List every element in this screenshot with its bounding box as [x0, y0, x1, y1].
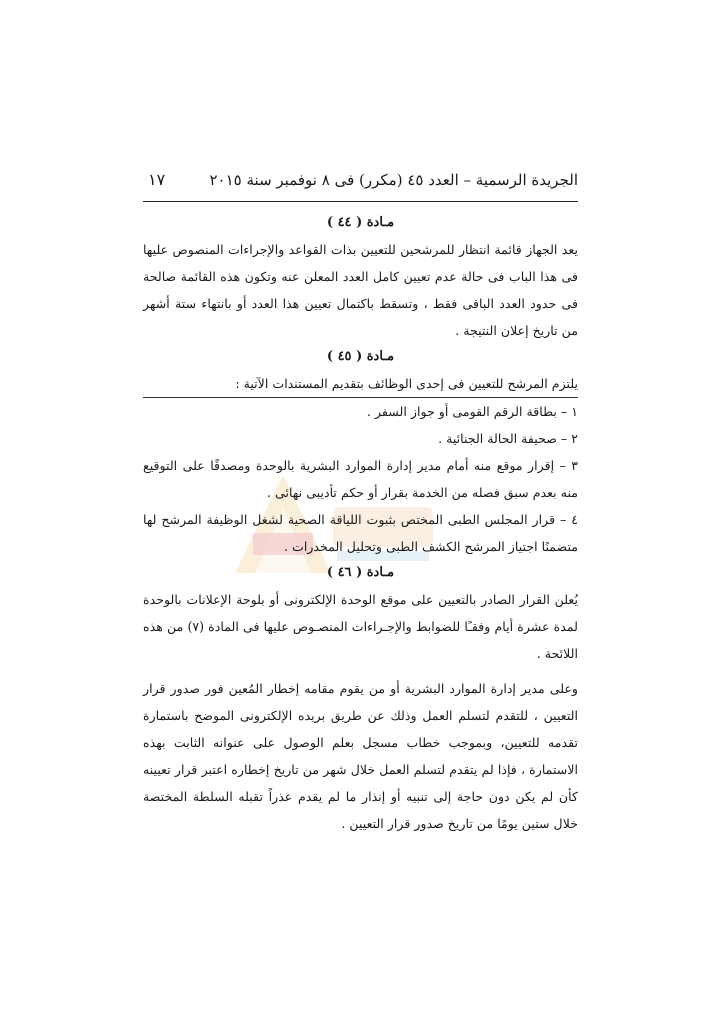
header-rule [143, 201, 578, 202]
list-item: ٢ – صحيفة الحالة الجنائية . [438, 431, 578, 446]
list-item: ١ – بطاقة الرقم القومى أو جواز السفر . [366, 404, 578, 419]
gazette-title: الجريدة الرسمية – العدد ٤٥ (مكرر) فى ٨ نوفمبر سنة ٢٠١٥ [209, 171, 578, 189]
list-item: ٣ – إقرار موقع منه أمام مدير إدارة الموارد البشرية بالوحدة ومصدقًا على التوقيع منه بعدم سبق فصله من الخدمة بقرار أو حكم تأديبى نهائى . [143, 458, 578, 500]
document-body [143, 210, 578, 837]
article-paragraph: يعد الجهاز قائمة انتظار للمرشحين للتعيين بذات القواعد والإجراءات المنصوص عليها فى هذا الباب فى حالة عدم تعيين كامل العدد المعلن عنه وتكون هذه القائمة صالحة فى حدود العدد الباقى فقط ، وتسقط باكتمال تعيين هذا العدد أو بانتهاء ستة أشهر من تاريخ إعلان النتيجة . [143, 242, 578, 338]
page-header [148, 170, 578, 189]
article-title: مـادة ( ٤٤ ) [326, 215, 395, 230]
article-intro: يلتزم المرشح للتعيين فى إحدى الوظائف بتقديم المستندات الآتية : [143, 371, 578, 398]
article-44 [143, 210, 578, 344]
article-title: مـادة ( ٤٥ ) [326, 349, 395, 364]
article-paragraph: وعلى مدير إدارة الموارد البشرية أو من يقوم مقامه إخطار المُعين فور صدور قرار التعيين ، للتقدم لتسلم العمل وذلك عن طريق بريده الإلكترونى الموضح باستمارة تقدمه للتعيين، وبموجب خطاب مسجل بعلم الوصول على عنوانه الثابت بهذه الاستمارة ، فإذا لم يتقدم لتسلم العمل خلال شهر من تاريخ إخطاره اعتبر قرار تعيينه كأن لم يكن دون حاجة إلى تنبيه أو إنذار ما لم يقدم عذراً تقبله السلطة المختصة خلال ستين يومًا من تاريخ صدور قرار التعيين . [143, 681, 578, 831]
article-45 [143, 344, 578, 560]
article-paragraph: يُعلن القرار الصادر بالتعيين على موقع الوحدة الإلكترونى أو بلوحة الإعلانات بالوحدة لمدة عشرة أيام وفقـًا للضوابط والإجـراءات المنصـوص عليها فى المادة (٧) من هذه اللائحة . [143, 592, 578, 661]
page-number: ١٧ [148, 170, 166, 189]
list-item: ٤ – قرار المجلس الطبى المختص بثبوت اللياقة الصحية لشغل الوظيفة المرشح لها متضمنًا اجتياز المرشح الكشف الطبى وتحليل المخدرات . [143, 512, 578, 554]
article-title: مـادة ( ٤٦ ) [326, 565, 395, 580]
article-46 [143, 560, 578, 837]
